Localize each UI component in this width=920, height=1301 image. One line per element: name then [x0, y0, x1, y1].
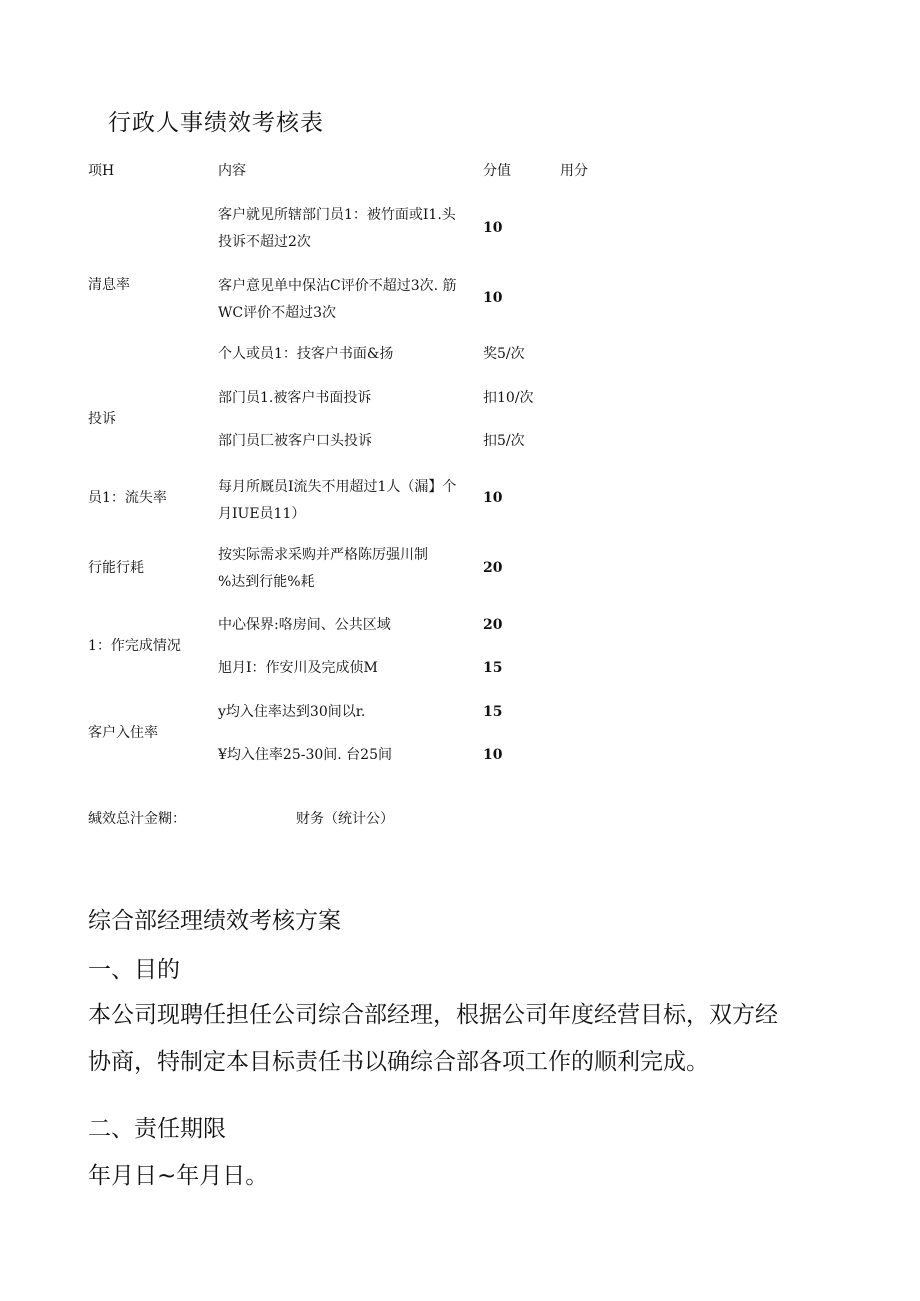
row-content: 旭月I：作安川及完成侦M [218, 660, 378, 676]
section1-heading: 一、目的 [88, 957, 180, 983]
row-content: y均入住率达到30间以r. [218, 704, 366, 720]
row-content: 部门员1.被客户书面投诉 [218, 390, 372, 406]
row-score: 10 [483, 747, 503, 763]
row-content: 部门员匚被客户口头投诉 [218, 433, 372, 449]
row-category: 员1：流失率 [88, 490, 167, 506]
header-item: 项H [88, 163, 115, 179]
row-category: 1：作完成情况 [88, 638, 181, 654]
row-content: 按实际需求采购并严格陈厉强川制 [218, 547, 428, 563]
row-score: 15 [483, 660, 503, 676]
finance-label: 财务（统计公） [296, 811, 394, 827]
section2-heading: 二、责任期限 [88, 1116, 226, 1142]
table-title: 行政人事绩效考核表 [108, 110, 324, 136]
plan-title: 综合部经理绩效考核方案 [88, 908, 341, 934]
header-content: 内容 [218, 163, 246, 179]
row-content: 客户就见所辖部门员1：被竹面或I1.头 [218, 207, 456, 223]
section1-line2: 协商，特制定本目标责任书以确综合部各项工作的顺利完成。 [88, 1049, 709, 1075]
header-used: 用分 [560, 163, 588, 179]
row-category: 清息率 [88, 277, 130, 293]
row-score: 20 [483, 560, 503, 576]
row-content: 中心保界:咯房间、公共区域 [218, 617, 391, 633]
row-content: 投诉不超过2次 [218, 234, 311, 250]
section1-line1: 本公司现聘任担任公司综合部经理，根据公司年度经营目标，双方经 [88, 1002, 778, 1028]
row-content: 客户意见单中保沾C评价不超过3次. 筋 [218, 278, 457, 294]
row-score: 奖5/次 [483, 346, 525, 362]
total-label: 缄效总汁金糊： [88, 811, 186, 827]
row-score: 10 [483, 490, 503, 506]
row-score: 10 [483, 220, 503, 236]
row-category: 投诉 [88, 411, 116, 427]
row-content: %达到行能%耗 [218, 574, 315, 590]
row-content: 每月所厩员I流失不用超过1人（漏】个 [218, 479, 457, 495]
row-content: WC评价不超过3次 [218, 305, 337, 321]
section2-text: 年月日~年月日。 [88, 1163, 269, 1189]
row-content: 月IUE员11） [218, 506, 306, 522]
row-category: 行能行耗 [88, 560, 144, 576]
row-category: 客户入住率 [88, 725, 158, 741]
row-score: 15 [483, 704, 503, 720]
header-score: 分值 [483, 163, 511, 179]
row-content: 个人或员1：技客户书面&扬 [218, 346, 394, 362]
row-content: ¥均入住率25-30间. 台25间 [218, 747, 392, 763]
row-score: 扣5/次 [483, 433, 525, 449]
row-score: 10 [483, 290, 503, 306]
row-score: 扣10/次 [483, 390, 534, 406]
row-score: 20 [483, 617, 503, 633]
